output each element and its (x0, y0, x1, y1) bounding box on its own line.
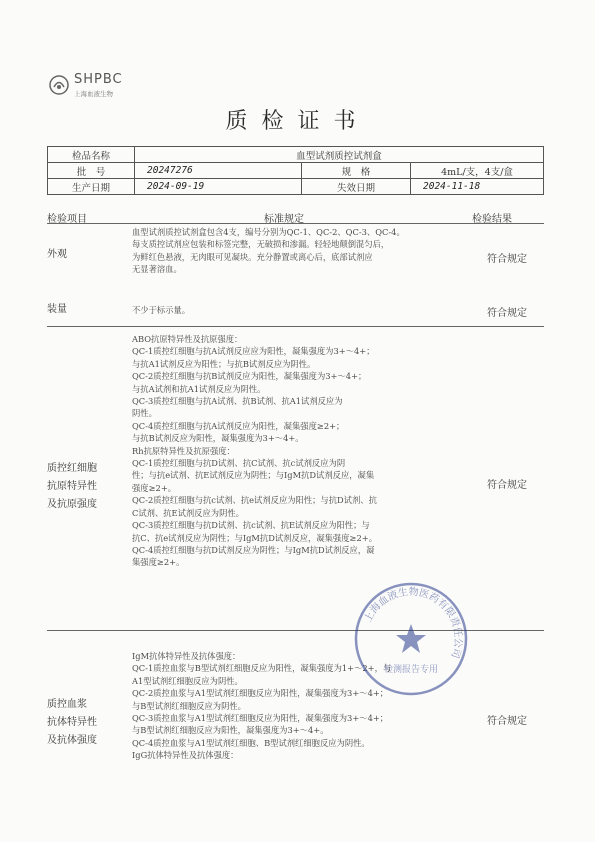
row-antigen-standard: ABO抗原特异性及抗原强度： QC-1质控红细胞与抗A试剂反应应为阳性，凝集强度为3+～4+； 与抗A1试剂反应为阳性；与抗B试剂反应为阴性。 QC-2质控红细胞与抗B试剂反应为阳性，凝集强度为3+～4+； 与抗A试剂和抗A1试剂反应为阴性。 QC-3质控红细胞与抗A试剂、抗B试剂、抗A1试剂反应为 阴性。 QC-4质控红细胞与抗A试剂反应为阳性，凝集强度≥2+； 与抗B试剂反应为阳性，凝集强度为3+～4+。 Rh抗原特异性及抗原强度： QC-1质控红细胞与抗D试剂、抗C试剂、抗c试剂反应为阴 性；与抗e试剂、抗E试剂反应为阴性；与IgM抗D试剂反应，凝集 强度≥2+。 QC-2质控红细胞与抗c试剂、抗e试剂反应为阳性；与抗D试剂、抗 C试剂、抗E试剂反应为阴性。 QC-3质控红细胞与抗D试剂、抗c试剂、抗E试剂反应为阳性；与 抗C、抗e试剂反应为阴性；与IgM抗D试剂反应，凝集强度≥2+。 QC-4质控红细胞与抗D试剂反应为阴性；与IgM抗D试剂反应，凝 集强度≥2+。 (132, 334, 378, 568)
row-antibody-standard: IgM抗体特异性及抗体强度： QC-1质控血浆与B型试剂红细胞反应为阳性，凝集强度为1+～2+，与 A1型试剂红细胞反应为阴性。 QC-2质控血浆与A1型试剂红细胞反应为阳性，凝集强度为3+～4+； 与B型试剂红细胞反应为阴性。 QC-3质控血浆与A1型试剂红细胞反应为阳性，凝集强度为3+～4+； 与B型试剂红细胞反应为阳性，凝集强度为3+～4+。 QC-4质控血浆与A1型试剂红细胞、B型试剂红细胞反应为阴性。 IgG抗体特异性及抗体强度： (132, 651, 392, 761)
row-divider-1 (47, 326, 544, 327)
column-header-result: 检验结果 (472, 214, 512, 225)
batch-label: 批 号 (48, 163, 135, 179)
logo-mark-icon (48, 74, 70, 96)
row-appearance-item: 外观 (47, 249, 67, 260)
company-logo (48, 72, 158, 102)
product-name-label: 检品名称 (48, 147, 135, 163)
row-antibody-result: 符合规定 (487, 716, 527, 727)
product-name-value: 血型试剂质控试剂盒 (135, 147, 544, 163)
header-divider (47, 223, 544, 224)
product-info-table (47, 146, 544, 195)
row-antibody-item: 质控血浆 抗体特异性 及抗体强度 (47, 699, 97, 746)
row-volume-item: 装量 (47, 304, 67, 315)
row-volume-result: 符合规定 (487, 308, 527, 319)
batch-value: 20247276 (135, 163, 302, 179)
row-antigen-item: 质控红细胞 抗原特异性 及抗原强度 (47, 463, 97, 510)
column-header-item: 检验项目 (47, 214, 87, 225)
official-seal-stamp (352, 580, 470, 698)
row-volume-standard: 不少于标示量。 (132, 305, 191, 315)
spec-value: 4mL/支，4支/盒 (411, 163, 544, 179)
expiry-date-value: 2024-11-18 (411, 179, 544, 195)
seal-star-icon (396, 624, 426, 653)
row-antigen-result: 符合规定 (487, 480, 527, 491)
expiry-date-label: 失效日期 (302, 179, 411, 195)
column-header-standard: 标准规定 (264, 214, 304, 225)
logo-subtitle: 上海血液生物 (74, 90, 113, 98)
seal-ring-text: 上海血液生物医药有限责任公司 (362, 586, 464, 660)
manufacture-date-value: 2024-09-19 (135, 179, 302, 195)
spec-label: 规 格 (302, 163, 411, 179)
manufacture-date-label: 生产日期 (48, 179, 135, 195)
row-appearance-result: 符合规定 (487, 254, 527, 265)
logo-name: SHPBC (74, 72, 123, 87)
seal-center-text: 检测报告专用 (383, 665, 439, 675)
row-appearance-standard: 血型试剂质控试剂盒包含4支，编号分别为QC-1、QC-2、QC-3、QC-4。 每支质控试剂应包装和标签完整，无破损和渗漏。轻轻地颠倒混匀后， 为鲜红色悬液，无肉眼可见凝块。充分静置或离心后，底部试剂应 无显著溶血。 (132, 227, 405, 275)
document-title: 质检证书 (225, 109, 370, 134)
